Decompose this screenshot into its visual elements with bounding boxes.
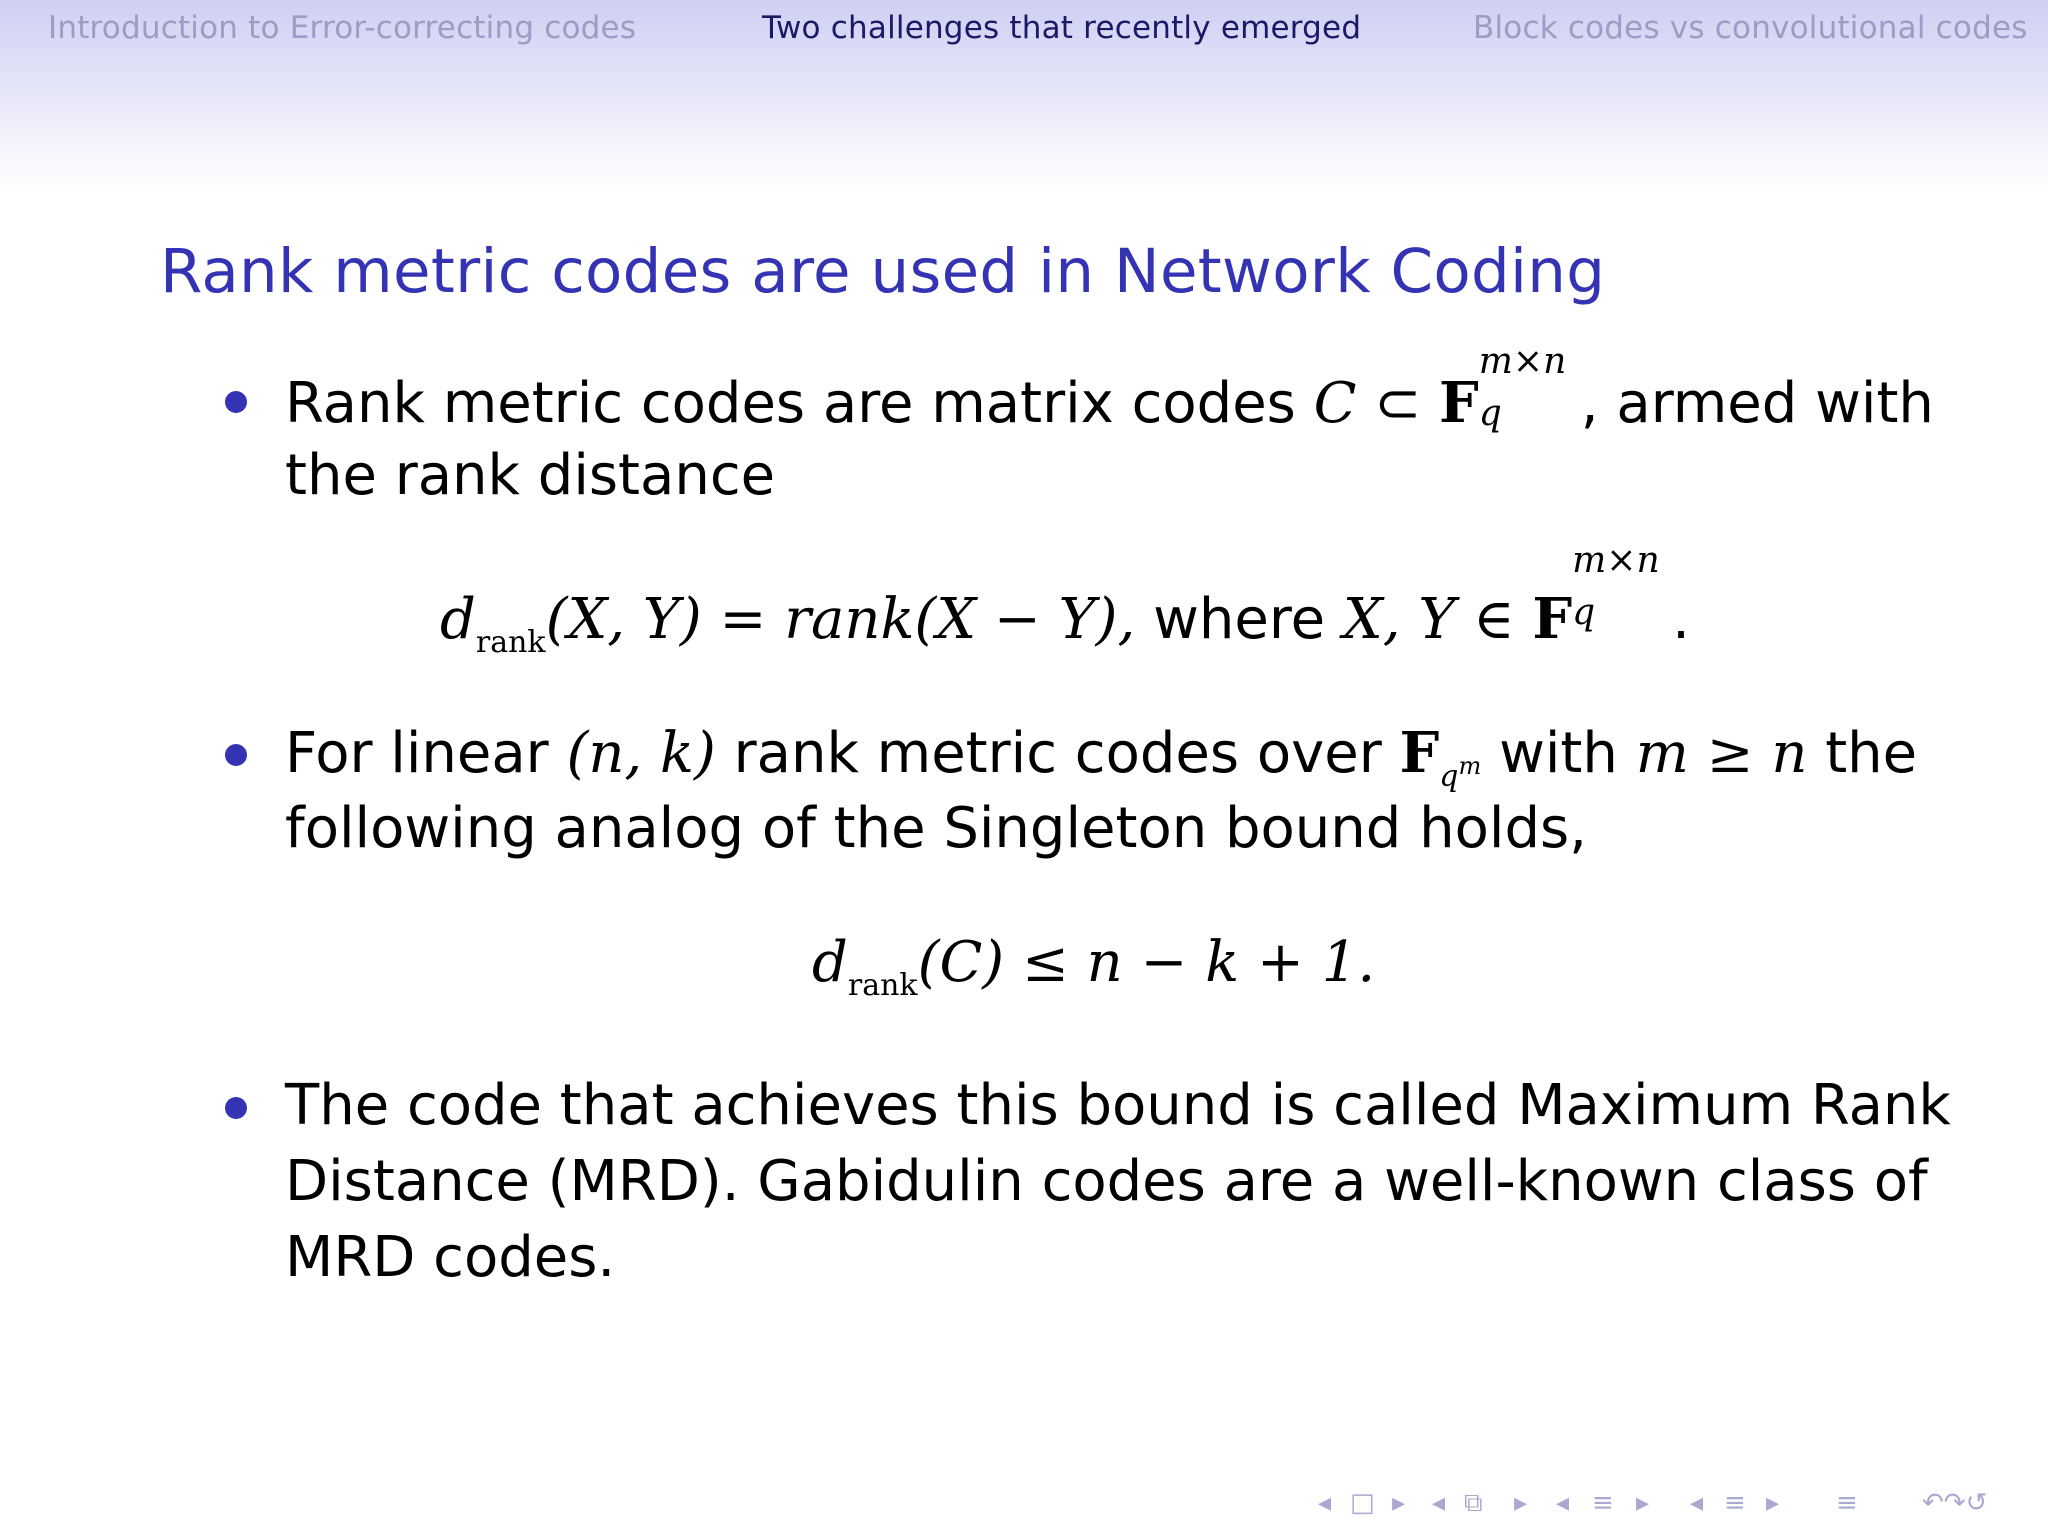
bullet-2-text-mid: rank metric codes over <box>715 721 1400 786</box>
bullet-3-line-2: Distance (MRD). Gabidulin codes are a well-known class of <box>285 1149 1928 1214</box>
condition-m-geq-n: m ≥ n <box>1635 721 1808 786</box>
next-frame-icon[interactable]: ▸ <box>1392 1488 1406 1518</box>
distance-subscript: rank <box>847 968 918 1003</box>
section-icon[interactable]: ≡ <box>1592 1488 1614 1518</box>
prev-document-icon[interactable]: ◂ <box>1690 1488 1704 1518</box>
equation-singleton-bound <box>812 930 1376 1003</box>
prev-frame-icon[interactable]: ◂ <box>1318 1488 1332 1518</box>
bullet-2-line-1 <box>285 715 1917 802</box>
next-subsection-icon[interactable]: ▸ <box>1514 1488 1528 1518</box>
subscript: q <box>1478 393 1502 434</box>
bullet-3-line-3: MRD codes. <box>285 1225 616 1290</box>
bullet-2-text-end: the <box>1807 721 1918 786</box>
bullet-3-line-1: The code that achieves this bound is called Maximum Rank <box>285 1073 1951 1138</box>
next-section-icon[interactable]: ▸ <box>1636 1488 1650 1518</box>
bullet-marker <box>225 744 247 766</box>
with-word: with <box>1481 721 1636 786</box>
distance-symbol: d <box>812 930 848 995</box>
appendix-icon[interactable]: ≡ <box>1836 1488 1858 1518</box>
distance-symbol: d <box>440 587 476 652</box>
field-subscript-power: m <box>1458 752 1482 780</box>
code-symbol: C <box>1313 371 1357 436</box>
field-symbol: F <box>1399 720 1440 786</box>
back-forward-search-icon[interactable]: ↶↷↺ <box>1922 1488 1988 1518</box>
pair-nk: (n, k) <box>566 721 716 786</box>
field-superscripts <box>1572 540 1672 638</box>
document-icon[interactable]: ≡ <box>1724 1488 1746 1518</box>
bullet-1-line-2: the rank distance <box>285 443 776 508</box>
nav-section-intro[interactable]: Introduction to Error-correcting codes <box>48 10 637 46</box>
bullet-1-line-1 <box>285 341 1934 442</box>
equation-lhs: (X, Y) = rank(X − Y), <box>545 587 1136 652</box>
superscript: m×n <box>1478 341 1567 382</box>
subscript: q <box>1572 592 1596 633</box>
frame-icon[interactable]: □ <box>1350 1488 1375 1518</box>
field-superscripts <box>1478 341 1581 434</box>
equation-rank-distance <box>440 540 1690 660</box>
nav-section-challenges[interactable]: Two challenges that recently emerged <box>762 10 1362 46</box>
prev-section-icon[interactable]: ◂ <box>1556 1488 1570 1518</box>
where-word: where <box>1153 587 1326 652</box>
bullet-1-text: Rank metric codes are matrix codes <box>285 371 1314 436</box>
equation-rhs: (C) ≤ n − k + 1. <box>917 930 1376 995</box>
header-bar <box>0 0 2048 190</box>
bullet-2-text: For linear <box>285 721 567 786</box>
frame-title: Rank metric codes are used in Network Coding <box>160 236 1606 307</box>
distance-subscript: rank <box>475 625 546 660</box>
bullet-2-line-2: following analog of the Singleton bound holds, <box>285 796 1587 861</box>
bullet-marker <box>225 1097 247 1119</box>
subset-symbol: ⊂ <box>1356 371 1440 436</box>
nav-section-block-codes[interactable]: Block codes vs convolutional codes <box>1473 10 2028 46</box>
bullet-marker <box>225 391 247 413</box>
field-subscript: q <box>1439 759 1459 794</box>
equation-vars: X, Y ∈ <box>1342 587 1533 652</box>
bullet-1-text-end: , armed with <box>1580 371 1934 436</box>
superscript: m×n <box>1572 540 1660 581</box>
subsection-icon[interactable]: ⧉ <box>1464 1488 1483 1518</box>
field-symbol: F <box>1439 370 1479 436</box>
prev-subsection-icon[interactable]: ◂ <box>1432 1488 1446 1518</box>
equation-period: . <box>1672 587 1690 652</box>
next-document-icon[interactable]: ▸ <box>1766 1488 1780 1518</box>
field-symbol: F <box>1532 586 1573 652</box>
